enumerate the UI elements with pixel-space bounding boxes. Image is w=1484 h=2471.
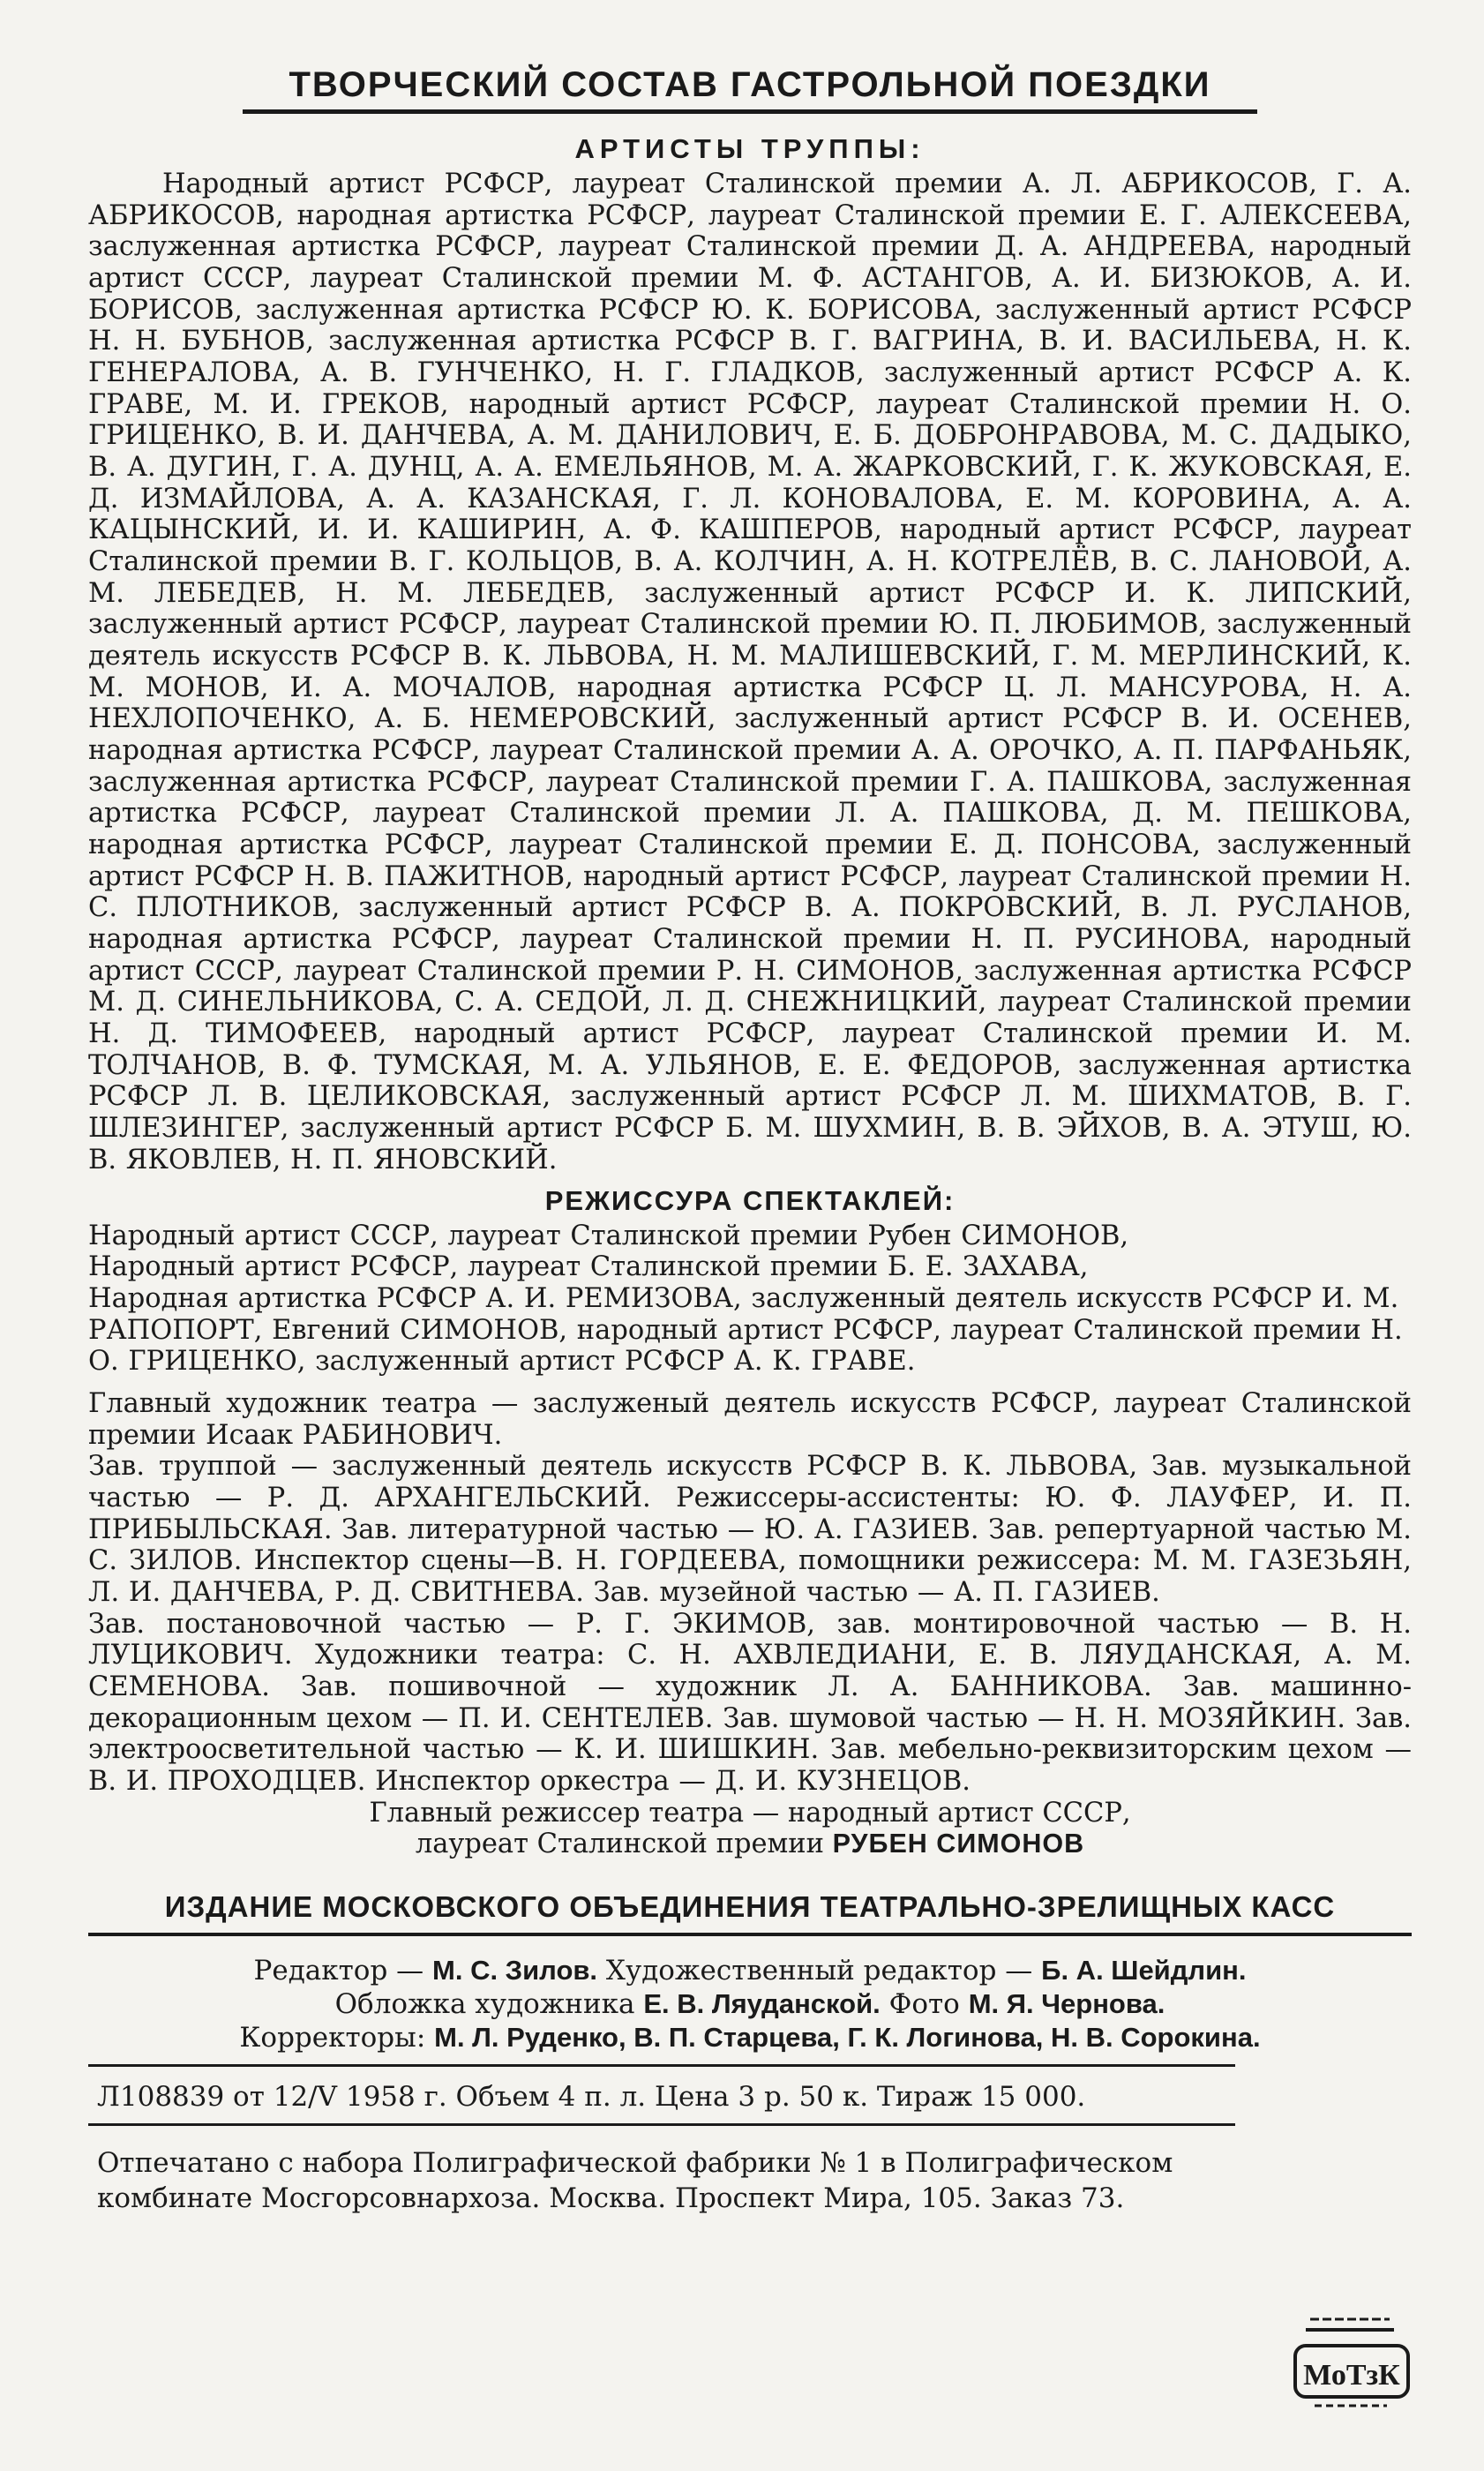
direction-list [88,1220,1412,1378]
art-editor-name: Б. А. Шейдлин. [1041,1954,1247,1986]
credits-line-cover [88,1987,1412,2021]
editor-name: М. С. Зилов. [432,1954,598,1986]
proof-label: Корректоры: [239,2022,426,2054]
art-editor-label: Художественный редактор — [605,1954,1033,1987]
page-title: ТВОРЧЕСКИЙ СОСТАВ ГАСТРОЛЬНОЙ ПОЕЗДКИ [289,65,1211,104]
cover-label: Обложка художника [334,1988,635,2021]
publisher-rule [88,1933,1412,1936]
staff-section [88,1388,1412,1798]
troupe-staff-note: Зав. труппой — заслуженный деятель искусств РСФСР В. К. ЛЬВОВА, Зав. музыкальной частью — Р. Д. АРХАНГЕЛЬСКИЙ. Режиссеры-ассистенты: Ю. Ф. ЛАУФЕР, И. П. ПРИБЫЛЬСКАЯ. Зав. литературной частью — Ю. А. ГАЗИЕВ. Зав. репертуарной частью М. С. ЗИЛОВ. Инспектор сцены—В. Н. ГОРДЕЕВА, помощники режиссера: М. М. ГАЗЕЗЬЯН, Л. И. ДАНЧЕВА, Р. Д. СВИТНЕВА. Зав. музейной частью — А. П. ГАЗИЕВ. [88,1451,1412,1608]
imprint-line: Л108839 от 12/V 1958 г. Объем 4 п. л. Цена 3 р. 50 к. Тираж 15 000. [97,2080,1086,2113]
emblem-text: МоТзК [1303,2359,1400,2392]
director-line: Народный артист СССР, лауреат Сталинской премии Рубен СИМОНОВ, [88,1220,1129,1251]
proof-names: М. Л. Руденко, В. П. Старцева, Г. К. Логинова, Н. В. Сорокина. [434,2022,1261,2054]
chief-director-prefix: лауреат Сталинской премии [415,1829,824,1860]
printer-note: Отпечатано с набора Полиграфической фабрики № 1 в Полиграфическом комбинате Мосгорсовнархоза. Москва. Проспект Мира, 105. Заказ 73. [97,2146,1173,2214]
photo-label: Фото [888,1988,960,2021]
cover-name: Е. В. Ляуданской. [643,1988,881,2020]
document-page [88,44,1412,2427]
chief-director-line-2 [88,1829,1412,1860]
publisher-title: ИЗДАНИЕ МОСКОВСКОГО ОБЪЕДИНЕНИЯ ТЕАТРАЛЬНО-ЗРЕЛИЩНЫХ КАСС [164,1889,1336,1923]
chief-director-line-1: Главный режиссер театра — народный артист СССР, [369,1797,1131,1829]
credits-line-proofreaders [88,2021,1412,2054]
imprint-rule [88,2123,1235,2126]
chief-artist-note: Главный художник театра — заслуженый деятель искусств РСФСР, лауреат Сталинской премии Исаак РАБИНОВИЧ. [88,1387,1412,1451]
editor-label: Редактор — [253,1954,424,1987]
production-staff-note: Зав. постановочной частью — Р. Г. ЭКИМОВ, зав. монтировочной частью — В. Н. ЛУЦИКОВИЧ. Художники театра: С. Н. АХВЛЕДИАНИ, Е. В. ЛЯУДАНСКАЯ, А. М. СЕМЕНОВА. Зав. пошивочной — художник Л. А. БАННИКОВА. Зав. машинно-декорационным цехом — П. И. СЕНТЕЛЕВ. Зав. шумовой частью — Н. Н. МОЗЯЙКИН. Зав. электроосветительной частью — К. И. ШИШКИН. Зав. мебельно-реквизиторским цехом — В. И. ПРОХОДЦЕВ. Инспектор оркестра — Д. И. КУЗНЕЦОВ. [88,1608,1412,1797]
direction-heading: РЕЖИССУРА СПЕКТАКЛЕЙ: [544,1184,956,1216]
credits-line-editors [88,1954,1412,1987]
chief-director-name: РУБЕН СИМОНОВ [832,1829,1085,1859]
director-line: Народный артист РСФСР, лауреат Сталинской премии Б. Е. ЗАХАВА, [88,1251,1089,1283]
photo-name: М. Я. Чернова. [968,1988,1165,2020]
credits-block [88,1954,1412,2055]
printer-emblem-icon [1288,2303,1420,2427]
credits-rule [88,2064,1235,2067]
artists-heading: АРТИСТЫ ТРУППЫ: [574,133,926,164]
director-line: Народная артистка РСФСР А. И. РЕМИЗОВА, заслуженный деятель искусств РСФСР И. М. РАПОПОРТ, Евгений СИМОНОВ, народный артист РСФСР, лауреат Сталинской премии Н. О. ГРИЦЕНКО, заслуженный артист РСФСР А. К. ГРАВЕ. [88,1282,1403,1378]
title-underline [243,109,1257,114]
artists-list: Народный артист РСФСР, лауреат Сталинской премии А. Л. АБРИКОСОВ, Г. А. АБРИКОСОВ, народная артистка РСФСР, лауреат Сталинской премии Е. Г. АЛЕКСЕЕВА, заслуженная артистка РСФСР, лауреат Сталинской премии Д. А. АНДРЕЕВА, народный артист СССР, лауреат Сталинской премии М. Ф. АСТАНГОВ, А. И. БИЗЮКОВ, А. И. БОРИСОВ, заслуженная артистка РСФСР Ю. К. БОРИСОВА, заслуженный артист РСФСР Н. Н. БУБНОВ, заслуженная артистка РСФСР В. Г. ВАГРИНА, В. И. ВАСИЛЬЕВА, Н. К. ГЕНЕРАЛОВА, А. В. ГУНЧЕНКО, Н. Г. ГЛАДКОВ, заслуженный артист РСФСР А. К. ГРАВЕ, М. И. ГРЕКОВ, народный артист РСФСР, лауреат Сталинской премии Н. О. ГРИЦЕНКО, В. И. ДАНЧЕВА, А. М. ДАНИЛОВИЧ, Е. Б. ДОБРОНРАВОВА, М. С. ДАДЫКО, В. А. ДУГИН, Г. А. ДУНЦ, А. А. ЕМЕЛЬЯНОВ, М. А. ЖАРКОВСКИЙ, Г. К. ЖУКОВСКАЯ, Е. Д. ИЗМАЙЛОВА, А. А. КАЗАНСКАЯ, Г. Л. КОНОВАЛОВА, Е. М. КОРОВИНА, А. А. КАЦЫНСКИЙ, И. И. КАШИРИН, А. Ф. КАШПЕРОВ, народный артист РСФСР, лауреат Сталинской премии В. Г. КОЛЬЦОВ, В. А. КОЛЧИН, А. Н. КОТРЕЛЁВ, В. С. ЛАНОВОЙ, А. М. ЛЕБЕДЕВ, Н. М. ЛЕБЕДЕВ, заслуженный артист РСФСР И. К. ЛИПСКИЙ, заслуженный артист РСФСР, лауреат Сталинской премии Ю. П. ЛЮБИМОВ, заслуженный деятель искусств РСФСР В. К. ЛЬВОВА, Н. М. МАЛИШЕВСКИЙ, Г. М. МЕРЛИНСКИЙ, К. М. МОНОВ, И. А. МОЧАЛОВ, народная артистка РСФСР Ц. Л. МАНСУРОВА, Н. А. НЕХЛОПОЧЕНКО, А. Б. НЕМЕРОВСКИЙ, заслуженный артист РСФСР В. И. ОСЕНЕВ, народная артистка РСФСР, лауреат Сталинской премии А. А. ОРОЧКО, А. П. ПАРФАНЬЯК, заслуженная артистка РСФСР, лауреат Сталинской премии Г. А. ПАШКОВА, заслуженная артистка РСФСР, лауреат Сталинской премии Л. А. ПАШКОВА, Д. М. ПЕШКОВА, народная артистка РСФСР, лауреат Сталинской премии Е. Д. ПОНСОВА, заслуженный артист РСФСР Н. В. ПАЖИТНОВ, народный артист РСФСР, лауреат Сталинской премии Н. С. ПЛОТНИКОВ, заслуженный артист РСФСР В. А. ПОКРОВСКИЙ, В. Л. РУСЛАНОВ, народная артистка РСФСР, лауреат Сталинской премии Н. П. РУСИНОВА, народный артист СССР, лауреат Сталинской премии Р. Н. СИМОНОВ, заслуженная артистка РСФСР М. Д. СИНЕЛЬНИКОВА, С. А. СЕДОЙ, Л. Д. СНЕЖНИЦКИЙ, лауреат Сталинской премии Н. Д. ТИМОФЕЕВ, народный артист РСФСР, лауреат Сталинской премии И. М. ТОЛЧАНОВ, В. Ф. ТУМСКАЯ, М. А. УЛЬЯНОВ, Е. Е. ФЕДОРОВ, заслуженная артистка РСФСР Л. В. ЦЕЛИКОВСКАЯ, заслуженный артист РСФСР Л. М. ШИХМАТОВ, В. Г. ШЛЕЗИНГЕР, заслуженный артист РСФСР Б. М. ШУХМИН, В. В. ЭЙХОВ, В. А. ЭТУШ, Ю. В. ЯКОВЛЕВ, Н. П. ЯНОВСКИЙ. [88,169,1412,1175]
